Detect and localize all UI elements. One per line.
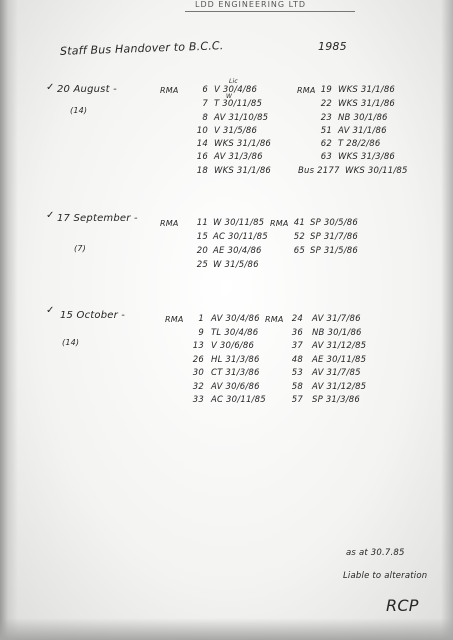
rma-number: 7: [202, 99, 208, 109]
rma-number: 37: [291, 341, 303, 351]
rma-number: 16: [196, 152, 208, 162]
rma-entry: NB 30/1/86: [338, 113, 388, 123]
rma-number: 1: [198, 314, 204, 324]
annotation-sup: Lic: [229, 78, 238, 85]
rma-entry: NB 30/1/86: [312, 328, 362, 338]
rma-number: 10: [196, 126, 208, 136]
rma-number: 11: [196, 218, 208, 228]
rma-number: 23: [320, 113, 332, 123]
rma-entry: V 30/6/86: [211, 341, 255, 351]
rma-number: 57: [291, 395, 303, 405]
letterhead-fragment: LDD ENGINEERING LTD: [195, 0, 307, 9]
annotation-sup: W: [226, 93, 233, 100]
page-year: 1985: [318, 40, 347, 53]
rma-number: 32: [192, 382, 204, 392]
initials-signature: RCP: [386, 596, 419, 615]
rma-entry: AV 30/6/86: [211, 382, 260, 392]
rma-entry: V 30/4/86: [214, 85, 258, 95]
rma-entry: WKS 31/1/86: [338, 85, 396, 95]
rma-number: 14: [196, 139, 208, 149]
rma-entry: T 28/2/86: [338, 139, 381, 149]
rma-entry: WKS 31/1/86: [214, 139, 272, 149]
rma-number: 9: [198, 328, 204, 338]
rma-entry: AV 31/1/86: [338, 126, 387, 136]
bus-number: Bus 2177: [298, 166, 340, 176]
rma-entry: AV 31/10/85: [214, 113, 269, 123]
rma-entry: AV 31/12/85: [312, 382, 367, 392]
rma-number: 8: [202, 113, 208, 123]
rma-label-right: RMA: [265, 315, 284, 324]
rma-entry: AV 31/7/86: [312, 314, 361, 324]
rma-entry: WKS 31/1/86: [214, 166, 272, 176]
rma-number: 36: [291, 328, 303, 338]
rma-label-right: RMA: [270, 219, 289, 228]
block-count-note: (14): [62, 338, 80, 347]
letterhead-rule: [185, 11, 355, 12]
rma-entry: AV 31/7/85: [312, 368, 361, 378]
rma-entry: SP 30/5/86: [310, 218, 358, 228]
tick-mark: ✓: [46, 305, 55, 316]
rma-entry: T 30/11/85: [214, 99, 263, 109]
block-count-note: (14): [70, 106, 88, 115]
rma-number: 24: [291, 314, 303, 324]
scan-shadow-left: [0, 0, 18, 640]
rma-number: 19: [320, 85, 332, 95]
rma-number: 33: [192, 395, 204, 405]
rma-label-left: RMA: [160, 86, 179, 95]
block-count-note: (7): [74, 244, 86, 253]
rma-number: 13: [192, 341, 204, 351]
rma-number: 18: [196, 166, 208, 176]
rma-entry: W 31/5/86: [213, 260, 259, 270]
rma-entry: AV 31/12/85: [312, 341, 367, 351]
rma-entry: WKS 30/11/85: [345, 166, 408, 176]
rma-number: 53: [291, 368, 303, 378]
rma-number: 6: [202, 85, 208, 95]
rma-label-left: RMA: [165, 315, 184, 324]
rma-entry: HL 31/3/86: [211, 355, 260, 365]
footer-as-at: as at 30.7.85: [346, 548, 405, 558]
rma-entry: V 31/5/86: [214, 126, 258, 136]
block-date: 20 August -: [57, 84, 117, 95]
block-date: 15 October -: [60, 310, 126, 321]
rma-entry: AC 30/11/85: [211, 395, 266, 405]
rma-number: 26: [192, 355, 204, 365]
rma-number: 41: [293, 218, 305, 228]
page-title: Staff Bus Handover to B.C.C.: [59, 39, 224, 58]
tick-mark: ✓: [46, 210, 55, 221]
rma-entry: AE 30/11/85: [312, 355, 367, 365]
rma-number: 48: [291, 355, 303, 365]
rma-entry: AC 30/11/85: [213, 232, 268, 242]
rma-label-right: RMA: [297, 86, 316, 95]
rma-entry: AV 31/3/86: [214, 152, 263, 162]
rma-entry: SP 31/3/86: [312, 395, 360, 405]
scan-shadow-right: [441, 0, 453, 640]
block-date: 17 September -: [57, 213, 138, 224]
rma-entry: WKS 31/3/86: [338, 152, 396, 162]
rma-entry: W 30/11/85: [213, 218, 265, 228]
footer-note: Liable to alteration: [343, 571, 428, 581]
rma-number: 65: [293, 246, 305, 256]
rma-number: 52: [293, 232, 305, 242]
tick-mark: ✓: [46, 82, 55, 93]
rma-entry: AV 30/4/86: [211, 314, 260, 324]
rma-number: 15: [196, 232, 208, 242]
rma-number: 62: [320, 139, 332, 149]
rma-entry: WKS 31/1/86: [338, 99, 396, 109]
rma-number: 63: [320, 152, 332, 162]
rma-number: 30: [192, 368, 204, 378]
rma-entry: SP 31/7/86: [310, 232, 358, 242]
rma-entry: CT 31/3/86: [211, 368, 260, 378]
rma-entry: TL 30/4/86: [211, 328, 259, 338]
rma-number: 20: [196, 246, 208, 256]
rma-entry: SP 31/5/86: [310, 246, 358, 256]
scan-shadow-bottom: [0, 618, 453, 640]
rma-number: 51: [320, 126, 332, 136]
rma-entry: AE 30/4/86: [213, 246, 262, 256]
rma-number: 58: [291, 382, 303, 392]
rma-number: 25: [196, 260, 208, 270]
rma-label-left: RMA: [160, 219, 179, 228]
rma-number: 22: [320, 99, 332, 109]
